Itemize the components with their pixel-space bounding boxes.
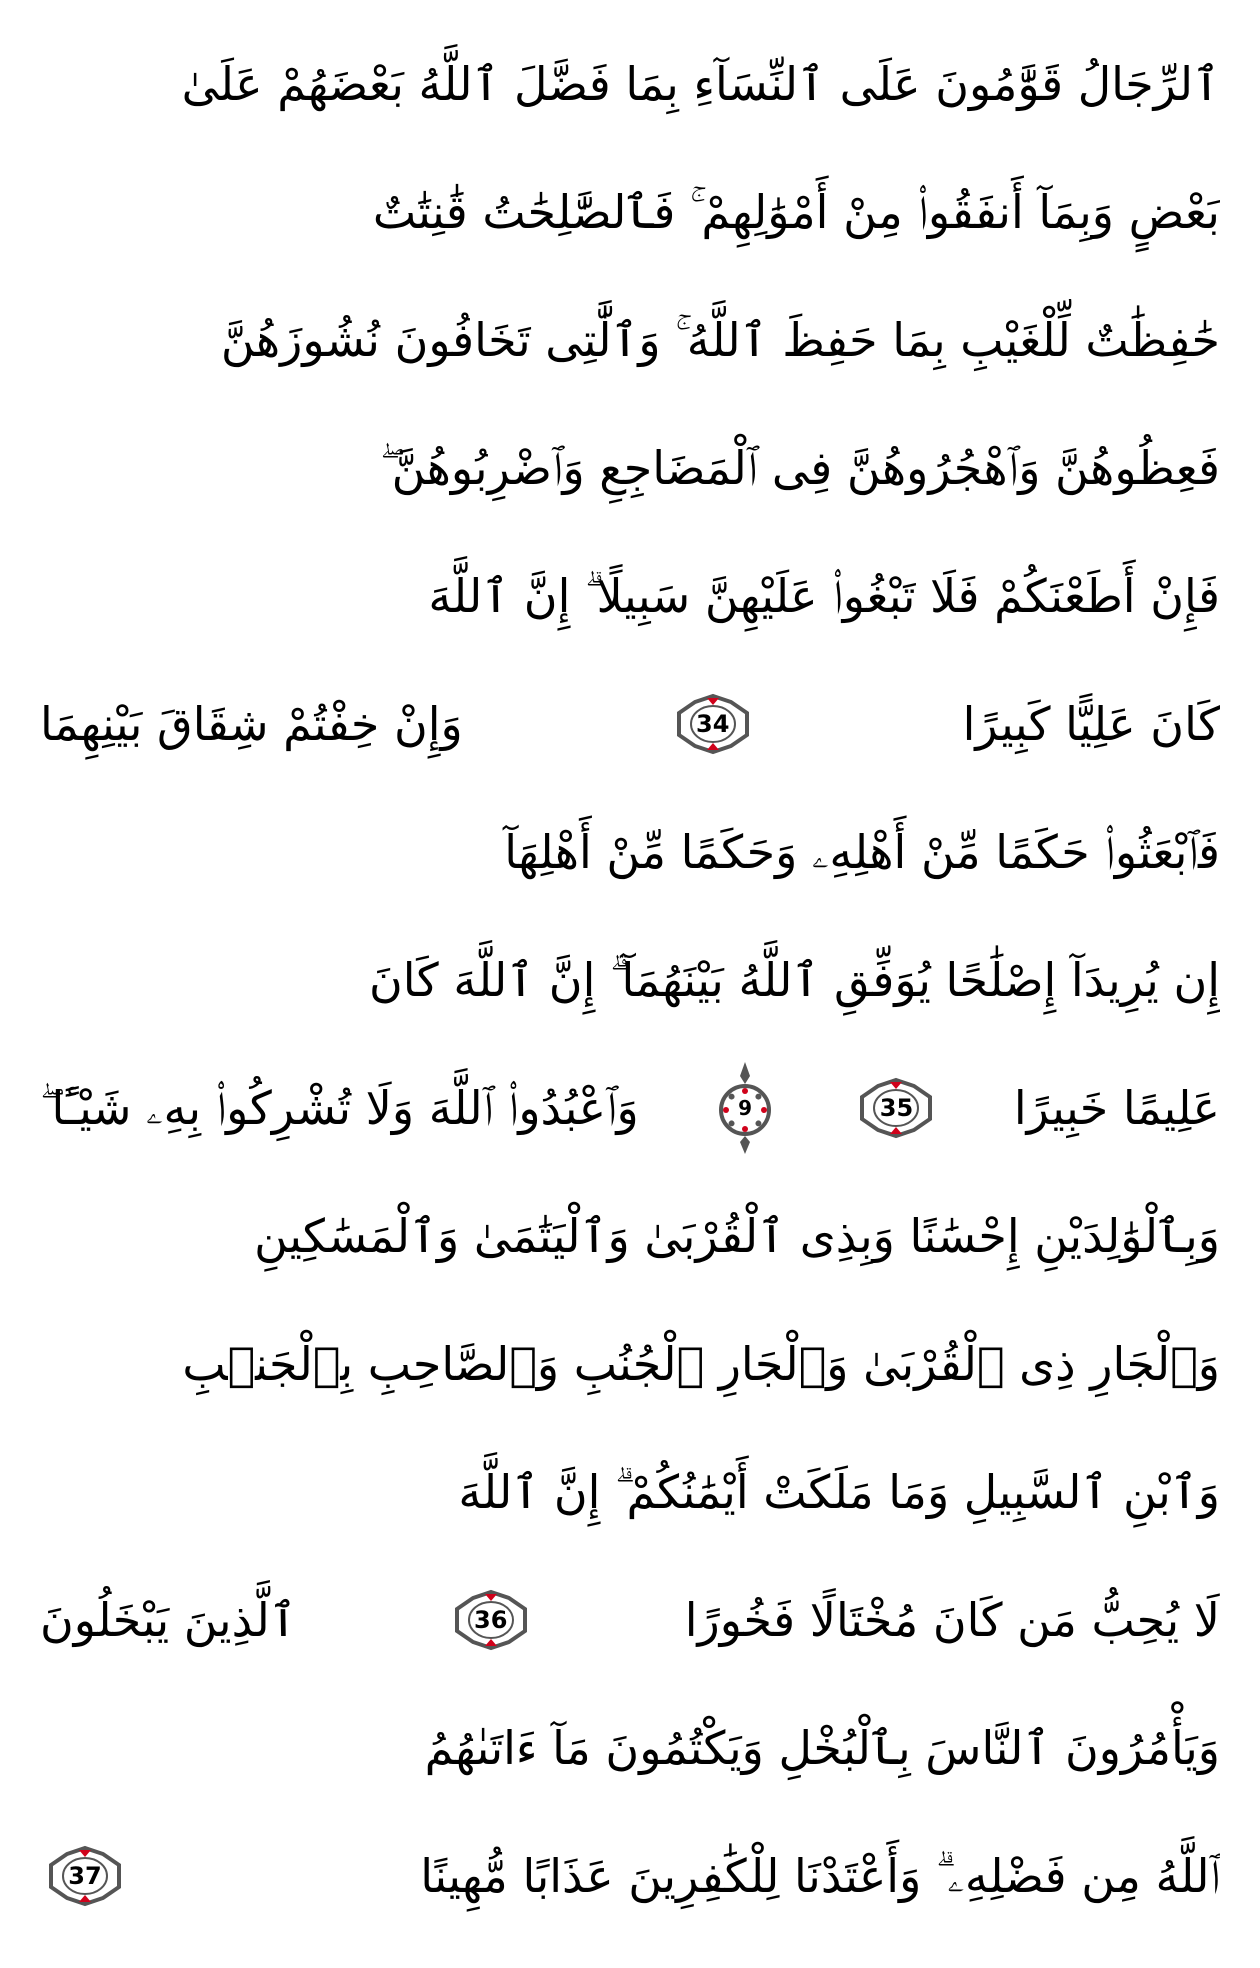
ayah-number: 36 xyxy=(474,1606,508,1634)
text-line xyxy=(40,1309,1220,1419)
ayah-number: 37 xyxy=(68,1862,102,1890)
verse-text: وَٱعْبُدُوا۟ ٱللَّهَ وَلَا تُشْرِكُوا۟ بِهِۦ شَيْـًٔا ۖ xyxy=(40,1081,639,1135)
verse-text: وَٱبْنِ ٱلسَّبِيلِ وَمَا مَلَكَتْ أَيْمَٰنُكُمْ ۗ إِنَّ ٱللَّهَ xyxy=(458,1465,1220,1519)
verse-text: وَإِنْ خِفْتُمْ شِقَاقَ بَيْنِهِمَا xyxy=(40,697,463,751)
text-line xyxy=(40,541,1220,651)
text-line xyxy=(40,413,1220,523)
verse-text: عَلِيمًا خَبِيرًا xyxy=(1013,1081,1220,1135)
text-line xyxy=(40,157,1220,267)
text-line xyxy=(40,1053,1220,1163)
verse-text: فَإِنْ أَطَعْنَكُمْ فَلَا تَبْغُوا۟ عَلَيْهِنَّ سَبِيلًا ۗ إِنَّ ٱللَّهَ xyxy=(428,569,1220,623)
text-line xyxy=(40,1821,1220,1931)
verse-text: إِن يُرِيدَآ إِصْلَٰحًا يُوَفِّقِ ٱللَّهُ بَيْنَهُمَآ ۗ إِنَّ ٱللَّهَ كَانَ xyxy=(369,953,1220,1007)
ayah-number-marker xyxy=(857,1077,935,1139)
verse-text: فَٱبْعَثُوا۟ حَكَمًا مِّنْ أَهْلِهِۦ وَحَكَمًا مِّنْ أَهْلِهَآ xyxy=(504,825,1220,879)
verse-text: وَٱلْجَارِ ذِى ٱلْقُرْبَىٰ وَٱلْجَارِ ٱلْجُنُبِ وَٱلصَّاحِبِ بِٱلْجَنۢبِ xyxy=(182,1337,1220,1391)
ayah-number: 35 xyxy=(879,1094,914,1122)
verse-text: فَعِظُوهُنَّ وَٱهْجُرُوهُنَّ فِى ٱلْمَضَاجِعِ وَٱضْرِبُوهُنَّ ۖ xyxy=(380,441,1220,495)
ayah-number-marker xyxy=(674,693,752,755)
mushaf-page xyxy=(40,20,1220,1948)
verse-text: حَٰفِظَٰتٌ لِّلْغَيْبِ بِمَا حَفِظَ ٱللَّهُ ۚ وَٱلَّٰتِى تَخَافُونَ نُشُوزَهُنَّ xyxy=(220,313,1220,367)
hizb-number: 9 xyxy=(738,1096,753,1120)
text-line xyxy=(40,29,1220,139)
text-line xyxy=(40,1181,1220,1291)
text-line xyxy=(40,1565,1220,1675)
hizb-marker xyxy=(715,1058,775,1158)
verse-text: ٱلَّذِينَ يَبْخَلُونَ xyxy=(40,1593,297,1647)
verse-text: وَبِٱلْوَٰلِدَيْنِ إِحْسَٰنًا وَبِذِى ٱلْقُرْبَىٰ وَٱلْيَتَٰمَىٰ وَٱلْمَسَٰكِينِ xyxy=(254,1209,1220,1263)
text-line xyxy=(40,797,1220,907)
text-line xyxy=(40,1693,1220,1803)
verse-text: ٱلرِّجَالُ قَوَّٰمُونَ عَلَى ٱلنِّسَآءِ بِمَا فَضَّلَ ٱللَّهُ بَعْضَهُمْ عَلَىٰ xyxy=(181,57,1220,111)
text-line xyxy=(40,285,1220,395)
ayah-number-marker xyxy=(46,1845,124,1907)
verse-text: بَعْضٍ وَبِمَآ أَنفَقُوا۟ مِنْ أَمْوَٰلِهِمْ ۚ فَٱلصَّٰلِحَٰتُ قَٰنِتَٰتٌ xyxy=(372,185,1220,239)
verse-text: كَانَ عَلِيًّا كَبِيرًا xyxy=(962,697,1220,751)
ayah-number: 34 xyxy=(696,710,730,738)
verse-text: ٱللَّهُ مِن فَضْلِهِۦ ۗ وَأَعْتَدْنَا لِلْكَٰفِرِينَ عَذَابًا مُّهِينًا xyxy=(420,1849,1220,1903)
text-line xyxy=(40,1437,1220,1547)
text-line xyxy=(40,925,1220,1035)
ayah-number-marker xyxy=(452,1589,530,1651)
verse-text: وَيَأْمُرُونَ ٱلنَّاسَ بِٱلْبُخْلِ وَيَكْتُمُونَ مَآ ءَاتَىٰهُمُ xyxy=(424,1721,1220,1775)
text-line xyxy=(40,669,1220,779)
verse-text: لَا يُحِبُّ مَن كَانَ مُخْتَالًا فَخُورًا xyxy=(684,1593,1220,1647)
